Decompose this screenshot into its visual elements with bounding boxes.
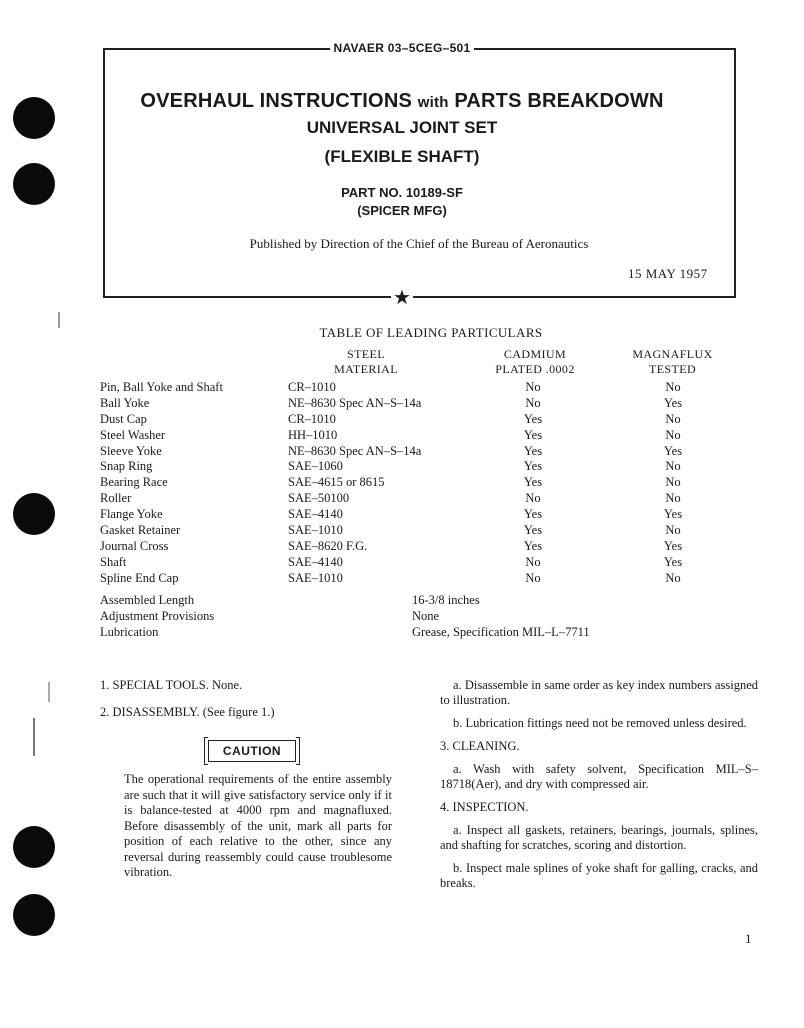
table-row: Steel Washer HH–1010 Yes No — [100, 427, 681, 442]
list-item: Assembled Length 16-3/8 inches — [100, 593, 480, 607]
particulars-table — [0, 380, 804, 587]
inspection-step-b: b. Inspect male splines of yoke shaft for galling, cracks, and breaks. — [440, 861, 758, 890]
column-header-magnaflux: MAGNAFLUX TESTED — [632, 347, 713, 376]
right-column — [440, 678, 758, 899]
table-row: Bearing Race SAE–4615 or 8615 Yes No — [100, 475, 681, 490]
document-title: OVERHAUL INSTRUCTIONS with PARTS BREAKDOWN — [140, 90, 664, 112]
scan-mark — [33, 718, 35, 756]
section-cleaning: 3. CLEANING. — [440, 739, 520, 753]
table-row: Dust Cap CR–1010 Yes No — [100, 411, 681, 426]
table-row: Flange Yoke SAE–4140 Yes Yes — [100, 507, 683, 522]
binder-hole — [13, 826, 55, 868]
manufacturer: (SPICER MFG) — [357, 203, 447, 218]
scan-mark — [48, 682, 50, 702]
table-row: Pin, Ball Yoke and Shaft CR–1010 No No — [100, 380, 681, 394]
disassembly-step-a: a. Disassemble in same order as key index numbers assigned to illustration. — [440, 678, 758, 707]
left-column — [100, 678, 392, 881]
table-row: Gasket Retainer SAE–1010 Yes No — [100, 523, 681, 538]
table-row: Roller SAE–50100 No No — [100, 491, 681, 506]
part-number: PART NO. 10189-SF — [341, 185, 463, 200]
list-item: Lubrication Grease, Specification MIL–L–7711 — [100, 625, 590, 639]
star-icon: ★ — [393, 287, 411, 309]
caution-box — [112, 740, 392, 762]
table-row: Spline End Cap SAE–1010 No No — [100, 570, 681, 585]
table-row: Snap Ring SAE–1060 Yes No — [100, 459, 681, 474]
column-header-material: STEEL MATERIAL — [334, 347, 398, 376]
disassembly-step-b: b. Lubrication fittings need not be removed unless desired. — [453, 716, 747, 730]
table-row: Journal Cross SAE–8620 F.G. Yes Yes — [100, 538, 683, 553]
table-title: TABLE OF LEADING PARTICULARS — [319, 325, 543, 340]
published-by: Published by Direction of the Chief of the Bureau of Aeronautics — [249, 236, 589, 251]
document-number: NAVAER 03–5CEG–501 — [0, 41, 804, 55]
section-special-tools: 1. SPECIAL TOOLS. None. — [100, 678, 243, 692]
table-row: Sleeve Yoke NE–8630 Spec AN–S–14a Yes Yes — [100, 443, 683, 458]
list-item: Adjustment Provisions None — [100, 609, 440, 623]
document-subtitle: UNIVERSAL JOINT SET — [306, 118, 498, 137]
publication-date: 15 MAY 1957 — [628, 266, 708, 281]
caution-text: The operational requirements of the entire assembly are such that it will give satisfactory service only if it is balance-tested at 4000 rpm and magnafluxed. Before disassembly of the unit, mark all parts for position of each relative to the other, since any reversal during reassembly could cause troublesome vibration. — [124, 772, 392, 879]
page-number: 1 — [745, 931, 752, 946]
binder-hole — [13, 894, 55, 936]
inspection-step-a: a. Inspect all gaskets, retainers, bearings, journals, splines, and shafting for scratches, scoring and distortion. — [440, 823, 758, 852]
document-subtitle-2: (FLEXIBLE SHAFT) — [324, 147, 480, 166]
table-row: Shaft SAE–4140 No Yes — [100, 554, 683, 569]
section-disassembly: 2. DISASSEMBLY. (See figure 1.) — [100, 705, 275, 719]
additional-particulars — [0, 593, 804, 641]
section-inspection: 4. INSPECTION. — [440, 800, 529, 814]
table-row: Ball Yoke NE–8630 Spec AN–S–14a No Yes — [100, 395, 683, 410]
header-box — [103, 48, 736, 298]
caution-label: CAUTION — [208, 740, 296, 762]
column-header-cadmium: CADMIUM PLATED .0002 — [495, 347, 575, 376]
cleaning-step-a: a. Wash with safety solvent, Specification MIL–S–18718(Aer), and dry with compressed air. — [440, 762, 758, 791]
